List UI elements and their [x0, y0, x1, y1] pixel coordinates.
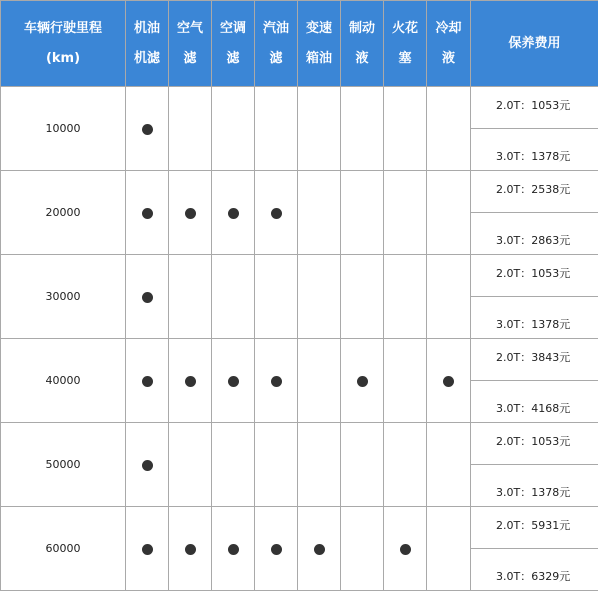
mark-cell [427, 507, 471, 591]
cost-3-0t: 3.0T：1378元 [471, 465, 598, 507]
dot-icon [228, 376, 239, 387]
dot-icon [443, 376, 454, 387]
mark-cell [384, 255, 427, 339]
mileage-cell: 60000 [1, 507, 126, 591]
mark-cell [427, 423, 471, 507]
dot-icon [142, 124, 153, 135]
mark-cell [341, 507, 384, 591]
mark-cell [212, 87, 255, 171]
cost-3-0t: 3.0T：2863元 [471, 213, 598, 255]
mark-cell [298, 87, 341, 171]
mark-cell [384, 507, 427, 591]
cost-2-0t: 2.0T：1053元 [471, 423, 598, 465]
header-item-line2: 塞 [384, 44, 426, 74]
mark-cell [169, 423, 212, 507]
header-brake-fluid [341, 1, 384, 87]
header-item-line2: 滤 [212, 44, 254, 74]
mark-cell [169, 255, 212, 339]
header-cost: 保养费用 [471, 1, 598, 87]
cost-2-0t: 2.0T：1053元 [471, 255, 598, 297]
mark-cell [126, 255, 169, 339]
cost-3-0t: 3.0T：4168元 [471, 381, 598, 423]
header-item-line1: 火花 [384, 14, 426, 44]
mark-cell [255, 507, 298, 591]
mark-cell [255, 339, 298, 423]
dot-icon [271, 544, 282, 555]
mark-cell [212, 507, 255, 591]
header-row [1, 1, 598, 87]
header-item-line1: 变速 [298, 14, 340, 44]
mark-cell [384, 87, 427, 171]
dot-icon [142, 376, 153, 387]
header-item-line1: 空气 [169, 14, 211, 44]
dot-icon [142, 208, 153, 219]
header-fuel-filter [255, 1, 298, 87]
header-item-line2: 液 [341, 44, 383, 74]
mark-cell [427, 87, 471, 171]
header-transmission-oil [298, 1, 341, 87]
mark-cell [298, 423, 341, 507]
header-mileage [1, 1, 126, 87]
header-mileage-line2: (km) [1, 44, 125, 74]
mark-cell [341, 423, 384, 507]
mark-cell [169, 87, 212, 171]
mark-cell [341, 339, 384, 423]
header-item-line2: 箱油 [298, 44, 340, 74]
cost-2-0t: 2.0T：3843元 [471, 339, 598, 381]
mark-cell [126, 171, 169, 255]
mileage-cell: 50000 [1, 423, 126, 507]
header-air-filter [169, 1, 212, 87]
header-mileage-line1: 车辆行驶里程 [1, 14, 125, 44]
mileage-cell: 10000 [1, 87, 126, 171]
mark-cell [298, 255, 341, 339]
table-row [1, 507, 598, 549]
mark-cell [212, 423, 255, 507]
dot-icon [142, 460, 153, 471]
mark-cell [169, 339, 212, 423]
dot-icon [185, 376, 196, 387]
mark-cell [427, 255, 471, 339]
mark-cell [298, 171, 341, 255]
header-item-line1: 机油 [126, 14, 168, 44]
cost-3-0t: 3.0T：6329元 [471, 549, 598, 591]
mileage-cell: 30000 [1, 255, 126, 339]
mark-cell [427, 171, 471, 255]
header-item-line2: 机滤 [126, 44, 168, 74]
mark-cell [341, 255, 384, 339]
mark-cell [298, 507, 341, 591]
dot-icon [271, 208, 282, 219]
header-item-line2: 液 [427, 44, 470, 74]
mark-cell [341, 87, 384, 171]
mark-cell [126, 507, 169, 591]
dot-icon [357, 376, 368, 387]
cost-2-0t: 2.0T：1053元 [471, 87, 598, 129]
mark-cell [427, 339, 471, 423]
mileage-cell: 20000 [1, 171, 126, 255]
header-coolant [427, 1, 471, 87]
dot-icon [228, 208, 239, 219]
header-oil-filter [126, 1, 169, 87]
header-item-line2: 滤 [169, 44, 211, 74]
mark-cell [298, 339, 341, 423]
mark-cell [384, 171, 427, 255]
mark-cell [212, 255, 255, 339]
mark-cell [212, 339, 255, 423]
cost-3-0t: 3.0T：1378元 [471, 129, 598, 171]
table-row [1, 171, 598, 213]
mark-cell [255, 255, 298, 339]
header-item-line1: 空调 [212, 14, 254, 44]
cost-3-0t: 3.0T：1378元 [471, 297, 598, 339]
mark-cell [126, 423, 169, 507]
header-spark-plug [384, 1, 427, 87]
header-item-line1: 制动 [341, 14, 383, 44]
cost-2-0t: 2.0T：2538元 [471, 171, 598, 213]
dot-icon [142, 292, 153, 303]
mark-cell [169, 171, 212, 255]
cost-2-0t: 2.0T：5931元 [471, 507, 598, 549]
mark-cell [341, 171, 384, 255]
dot-icon [185, 544, 196, 555]
mark-cell [126, 87, 169, 171]
dot-icon [185, 208, 196, 219]
mark-cell [212, 171, 255, 255]
header-item-line1: 冷却 [427, 14, 470, 44]
header-ac-filter [212, 1, 255, 87]
header-item-line2: 滤 [255, 44, 297, 74]
mark-cell [255, 171, 298, 255]
table-row [1, 423, 598, 465]
table-row [1, 339, 598, 381]
dot-icon [314, 544, 325, 555]
mileage-cell: 40000 [1, 339, 126, 423]
mark-cell [384, 339, 427, 423]
dot-icon [400, 544, 411, 555]
dot-icon [228, 544, 239, 555]
dot-icon [271, 376, 282, 387]
table-row [1, 87, 598, 129]
header-item-line1: 汽油 [255, 14, 297, 44]
table-row [1, 255, 598, 297]
mark-cell [126, 339, 169, 423]
dot-icon [142, 544, 153, 555]
mark-cell [255, 87, 298, 171]
mark-cell [384, 423, 427, 507]
mark-cell [255, 423, 298, 507]
mark-cell [169, 507, 212, 591]
